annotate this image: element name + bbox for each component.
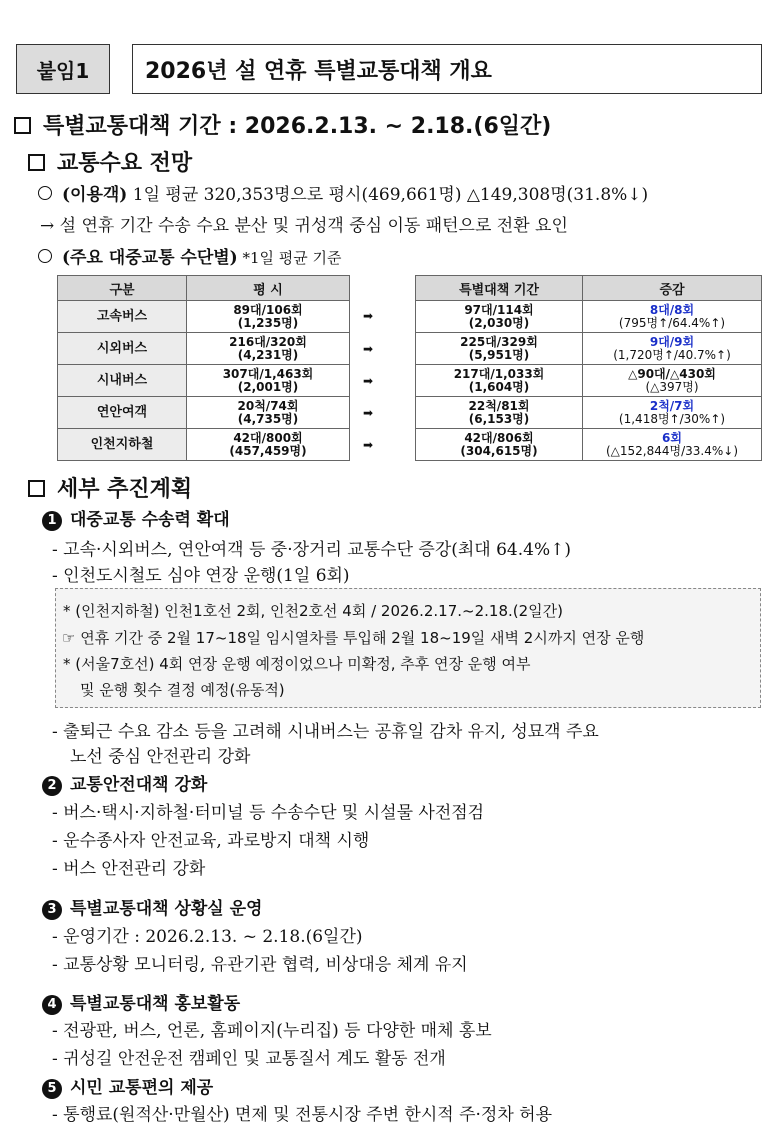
special-cell: 97대/114회 (2,030명) (416, 301, 583, 333)
note-1: * (인천지하철) 인천1호선 2회, 인천2호선 4회 / 2026.2.17.~2.18.(2일간) (63, 602, 563, 620)
section-4-item-2: - 귀성길 안전운전 캠페인 및 교통질서 계도 활동 전개 (52, 1049, 446, 1069)
table-row (58, 333, 350, 365)
square-bullet-icon (28, 154, 45, 171)
right-arrow-icon: ➡ (363, 342, 374, 356)
normal-cell: 42대/800회 (457,459명) (187, 429, 350, 461)
col-header-normal: 평 시 (187, 276, 350, 301)
section-2-item-1: - 버스·택시·지하철·터미널 등 수송수단 및 시설물 사전점검 (52, 803, 485, 823)
change-cell: 2척/7회 (1,418명↑/30%↑) (583, 397, 762, 429)
section-3-item-1: - 운영기간 : 2026.2.13. ~ 2.18.(6일간) (52, 927, 363, 947)
note-3a: * (서울7호선) 4회 연장 운행 예정이었으나 미확정, 추후 연장 운행 여부 (63, 655, 531, 673)
number-4-icon: 4 (42, 995, 62, 1015)
note-3b: 및 운행 횟수 결정 예정(유동적) (80, 681, 285, 699)
section-1-item-1: - 고속·시외버스, 연안여객 등 중·장거리 교통수단 증강(최대 64.4%↑) (52, 540, 572, 560)
demand-line-2: → 설 연휴 기간 수송 수요 분산 및 귀성객 중심 이동 패턴으로 전환 요인 (40, 216, 568, 236)
section-2-item-3: - 버스 안전관리 강화 (52, 859, 206, 879)
section-1-title: 1 대중교통 수송력 확대 (42, 505, 230, 531)
special-cell: 22척/81회 (6,153명) (416, 397, 583, 429)
normal-period-table (57, 275, 350, 461)
circle-bullet-icon (38, 249, 52, 263)
demand-line-1: (이용객) 1일 평균 320,353명으로 평시(469,661명) △149,308명(31.8%↓) (38, 180, 648, 205)
table-row (416, 365, 762, 397)
col-header-change: 증감 (583, 276, 762, 301)
change-cell: △90대/△430회 (△397명) (583, 365, 762, 397)
col-header-special: 특별대책 기간 (416, 276, 583, 301)
table-row (58, 365, 350, 397)
normal-cell: 216대/320회 (4,231명) (187, 333, 350, 365)
change-cell: 9대/9회 (1,720명↑/40.7%↑) (583, 333, 762, 365)
section-4-title: 4 특별교통대책 홍보활동 (42, 989, 240, 1015)
right-arrow-icon: ➡ (363, 406, 374, 420)
demand-heading: 교통수요 전망 (28, 146, 192, 177)
table-row (58, 397, 350, 429)
circle-bullet-icon (38, 186, 52, 200)
mode-cell: 연안여객 (58, 397, 187, 429)
right-arrow-icon: ➡ (363, 438, 374, 452)
table-row (416, 397, 762, 429)
section-5-item-1: - 통행료(원적산·만월산) 면제 및 전통시장 주변 한시적 주·정차 허용 (52, 1105, 553, 1125)
note-2: ☞ 연휴 기간 중 2월 17~18일 임시열차를 투입해 2월 18~19일 새벽 2시까지 연장 운행 (62, 629, 645, 647)
normal-cell: 20척/74회 (4,735명) (187, 397, 350, 429)
special-cell: 225대/329회 (5,951명) (416, 333, 583, 365)
table-row (58, 429, 350, 461)
section-4-item-1: - 전광판, 버스, 언론, 홈페이지(누리집) 등 다양한 매체 홍보 (52, 1021, 492, 1041)
pointing-hand-icon: ☞ (62, 629, 76, 647)
mode-cell: 시외버스 (58, 333, 187, 365)
mode-cell: 시내버스 (58, 365, 187, 397)
special-period-table (415, 275, 762, 461)
normal-cell: 89대/106회 (1,235명) (187, 301, 350, 333)
number-5-icon: 5 (42, 1079, 62, 1099)
col-header-mode: 구분 (58, 276, 187, 301)
mode-cell: 고속버스 (58, 301, 187, 333)
number-2-icon: 2 (42, 776, 62, 796)
number-3-icon: 3 (42, 900, 62, 920)
attachment-tag: 붙임1 (16, 44, 110, 94)
table-row (416, 429, 762, 461)
demand-line-3: (주요 대중교통 수단별) *1일 평균 기준 (38, 243, 342, 268)
section-3-item-2: - 교통상황 모니터링, 유관기관 협력, 비상대응 체계 유지 (52, 955, 468, 975)
section-2-item-2: - 운수종사자 안전교육, 과로방지 대책 시행 (52, 831, 370, 851)
square-bullet-icon (28, 480, 45, 497)
section-5-title: 5 시민 교통편의 제공 (42, 1073, 213, 1099)
square-bullet-icon (14, 117, 31, 134)
table-row (416, 333, 762, 365)
section-1-item-3b: 노선 중심 안전관리 강화 (70, 747, 251, 767)
document-title: 2026년 설 연휴 특별교통대책 개요 (132, 44, 762, 94)
change-cell: 8대/8회 (795명↑/64.4%↑) (583, 301, 762, 333)
number-1-icon: 1 (42, 511, 62, 531)
mode-cell: 인천지하철 (58, 429, 187, 461)
section-1-item-3a: - 출퇴근 수요 감소 등을 고려해 시내버스는 공휴일 감차 유지, 성묘객 주요 (52, 722, 599, 742)
section-1-item-2: - 인천도시철도 심야 연장 운행(1일 6회) (52, 566, 350, 586)
normal-cell: 307대/1,463회 (2,001명) (187, 365, 350, 397)
change-cell: 6회 (△152,844명/33.4%↓) (583, 429, 762, 461)
table-row (416, 301, 762, 333)
plan-heading: 세부 추진계획 (28, 472, 192, 503)
section-3-title: 3 특별교통대책 상황실 운영 (42, 894, 262, 920)
special-cell: 217대/1,033회 (1,604명) (416, 365, 583, 397)
period-heading: 특별교통대책 기간 : 2026.2.13. ~ 2.18.(6일간) (14, 109, 551, 140)
section-2-title: 2 교통안전대책 강화 (42, 770, 207, 796)
table-row (58, 301, 350, 333)
special-cell: 42대/806회 (304,615명) (416, 429, 583, 461)
right-arrow-icon: ➡ (363, 374, 374, 388)
right-arrow-icon: ➡ (363, 309, 374, 323)
